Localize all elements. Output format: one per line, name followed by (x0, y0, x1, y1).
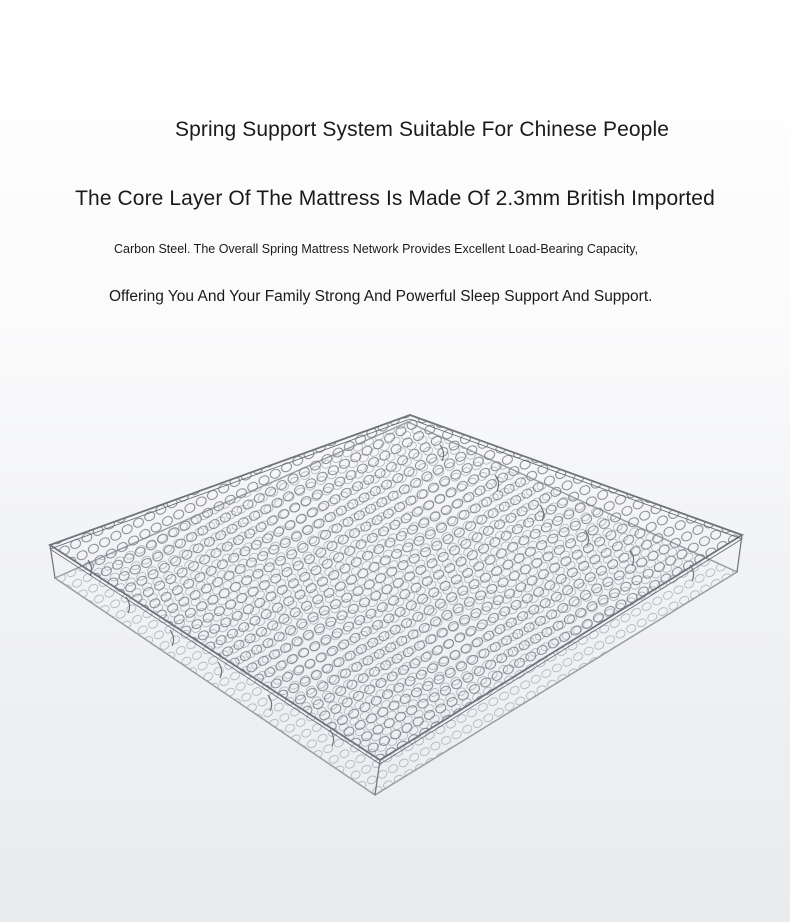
description-line-small: Carbon Steel. The Overall Spring Mattress Network Provides Excellent Load-Bearing Capacity, (114, 242, 639, 256)
section-title: Spring Support System Suitable For Chinese People (174, 118, 669, 141)
spring-net-upper-layer (50, 415, 742, 764)
spring-mattress-image (0, 400, 790, 820)
description-headline: The Core Layer Of The Mattress Is Made Of 2.3mm British Imported (75, 187, 715, 210)
description-line-medium: Offering You And Your Family Strong And Powerful Sleep Support And Support. (109, 288, 653, 305)
